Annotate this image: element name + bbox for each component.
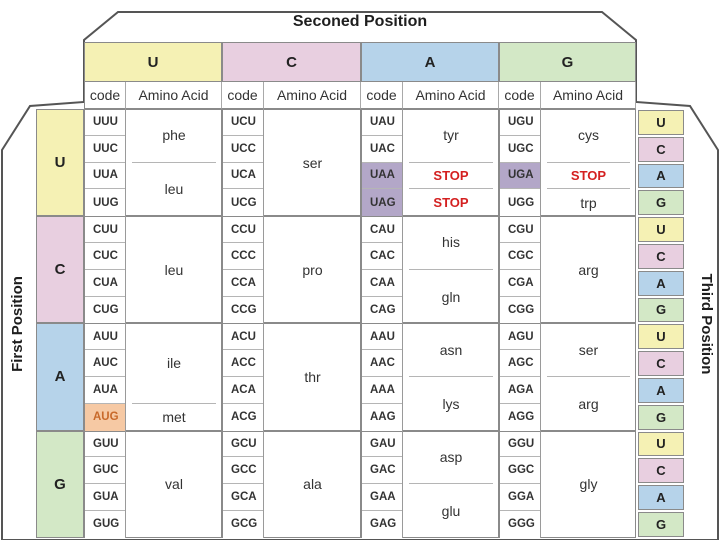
second-position-title: Seconed Position bbox=[292, 13, 428, 30]
codon-cell: AUC bbox=[85, 350, 125, 377]
codon-cell: CGG bbox=[500, 297, 540, 324]
codon-cell: CAC bbox=[362, 243, 402, 270]
codon-cell: UAC bbox=[362, 136, 402, 163]
codon-cell: GAG bbox=[362, 511, 402, 538]
first-position-title: First Position bbox=[9, 276, 26, 372]
third-position-label-c: C bbox=[638, 458, 684, 483]
amino-acid-label: tyr bbox=[409, 109, 493, 163]
third-position-label-u: U bbox=[638, 217, 684, 242]
codon-cell: GAA bbox=[362, 484, 402, 511]
codon-cell: CGU bbox=[500, 217, 540, 243]
code-column-header: code bbox=[361, 82, 403, 109]
codon-cell: GAC bbox=[362, 457, 402, 484]
amino-acid-column-header: Amino Acid bbox=[126, 82, 222, 109]
codon-cell: ACG bbox=[223, 404, 263, 431]
codon-cell: GUA bbox=[85, 484, 125, 511]
third-position-label-a: A bbox=[638, 271, 684, 296]
first-position-label-u: U bbox=[36, 109, 84, 216]
amino-acid-label: gln bbox=[441, 288, 461, 305]
amino-acid-column-header: Amino Acid bbox=[264, 82, 361, 109]
amino-acid-label: ser bbox=[302, 154, 323, 171]
codon-cell: UCU bbox=[223, 110, 263, 136]
amino-acid-label: arg bbox=[578, 395, 599, 412]
codon-cell: AUG bbox=[85, 404, 125, 431]
codon-cell: AGU bbox=[500, 324, 540, 350]
second-position-header-c: C bbox=[222, 42, 361, 82]
third-position-label-a: A bbox=[638, 164, 684, 189]
third-position-title: Third Position bbox=[698, 273, 715, 375]
code-column-header: code bbox=[499, 82, 541, 109]
codon-cell: UAU bbox=[362, 110, 402, 136]
third-position-label-g: G bbox=[638, 405, 684, 430]
codon-cell: AAG bbox=[362, 404, 402, 431]
amino-acid-column-header: Amino Acid bbox=[403, 82, 499, 109]
codon-cell: CAA bbox=[362, 270, 402, 297]
codon-cell: AAA bbox=[362, 377, 402, 404]
amino-acid-label: asp bbox=[409, 431, 493, 485]
codon-cell: CCA bbox=[223, 270, 263, 297]
code-column-header: code bbox=[222, 82, 264, 109]
third-position-label-a: A bbox=[638, 485, 684, 510]
stop-codon-label: STOP bbox=[547, 163, 630, 190]
codon-cell: UCA bbox=[223, 163, 263, 190]
third-position-label-c: C bbox=[638, 351, 684, 376]
codon-cell: UGA bbox=[500, 163, 540, 190]
codon-cell: GUG bbox=[85, 511, 125, 538]
amino-acid-label: his bbox=[409, 216, 493, 270]
codon-cell: GUU bbox=[85, 432, 125, 458]
amino-acid-label: leu bbox=[164, 261, 184, 278]
codon-cell: GGG bbox=[500, 511, 540, 538]
codon-cell: UAG bbox=[362, 189, 402, 216]
codon-cell: UAA bbox=[362, 163, 402, 190]
amino-acid-label: met bbox=[162, 409, 186, 426]
first-position-label-a: A bbox=[36, 323, 84, 430]
amino-acid-label: phe bbox=[132, 109, 216, 163]
codon-cell: AUA bbox=[85, 377, 125, 404]
amino-acid-label: ile bbox=[132, 323, 216, 403]
third-position-label-u: U bbox=[638, 110, 684, 135]
amino-acid-label: ala bbox=[303, 476, 322, 493]
third-position-label-u: U bbox=[638, 432, 684, 457]
amino-acid-column-header: Amino Acid bbox=[541, 82, 636, 109]
codon-cell: CCG bbox=[223, 297, 263, 324]
codon-cell: CUG bbox=[85, 297, 125, 324]
codon-cell: CCC bbox=[223, 243, 263, 270]
codon-cell: GCU bbox=[223, 432, 263, 458]
codon-cell: GUC bbox=[85, 457, 125, 484]
amino-acid-label: thr bbox=[304, 368, 321, 385]
codon-cell: AGG bbox=[500, 404, 540, 431]
first-position-label-g: G bbox=[36, 431, 84, 538]
amino-acid-label: leu bbox=[164, 181, 184, 198]
codon-cell: GAU bbox=[362, 432, 402, 458]
third-position-label-g: G bbox=[638, 298, 684, 323]
codon-cell: GGC bbox=[500, 457, 540, 484]
third-position-label-a: A bbox=[638, 378, 684, 403]
codon-cell: UGC bbox=[500, 136, 540, 163]
third-position-label-g: G bbox=[638, 190, 684, 215]
codon-cell: CGC bbox=[500, 243, 540, 270]
first-position-label-c: C bbox=[36, 216, 84, 323]
codon-cell: GCA bbox=[223, 484, 263, 511]
codon-cell: ACC bbox=[223, 350, 263, 377]
codon-cell: CCU bbox=[223, 217, 263, 243]
third-position-label-u: U bbox=[638, 324, 684, 349]
third-position-label-g: G bbox=[638, 512, 684, 537]
codon-cell: AAU bbox=[362, 324, 402, 350]
codon-cell: CAU bbox=[362, 217, 402, 243]
third-position-label-c: C bbox=[638, 244, 684, 269]
codon-cell: GCG bbox=[223, 511, 263, 538]
stop-codon-label: STOP bbox=[409, 163, 493, 190]
codon-cell: AGA bbox=[500, 377, 540, 404]
codon-cell: ACU bbox=[223, 324, 263, 350]
amino-acid-label: ser bbox=[547, 323, 630, 377]
amino-acid-label: val bbox=[165, 476, 183, 493]
third-position-label-c: C bbox=[638, 137, 684, 162]
second-position-header-g: G bbox=[499, 42, 636, 82]
second-position-header-a: A bbox=[361, 42, 499, 82]
amino-acid-label: arg bbox=[578, 261, 599, 278]
amino-acid-label: pro bbox=[302, 261, 323, 278]
codon-cell: UCG bbox=[223, 189, 263, 216]
codon-cell: UCC bbox=[223, 136, 263, 163]
codon-cell: AAC bbox=[362, 350, 402, 377]
amino-acid-label: cys bbox=[547, 109, 630, 163]
codon-cell: CAG bbox=[362, 297, 402, 324]
codon-cell: UGU bbox=[500, 110, 540, 136]
codon-cell: UUU bbox=[85, 110, 125, 136]
codon-cell: CUC bbox=[85, 243, 125, 270]
code-column-header: code bbox=[84, 82, 126, 109]
stop-codon-label: STOP bbox=[433, 195, 469, 211]
amino-acid-label: gly bbox=[579, 476, 598, 493]
codon-cell: UUG bbox=[85, 189, 125, 216]
amino-acid-label: glu bbox=[441, 502, 461, 519]
codon-cell: GGA bbox=[500, 484, 540, 511]
amino-acid-label: trp bbox=[580, 194, 597, 211]
codon-cell: CUU bbox=[85, 217, 125, 243]
codon-cell: AUU bbox=[85, 324, 125, 350]
codon-cell: CGA bbox=[500, 270, 540, 297]
second-position-header-u: U bbox=[84, 42, 222, 82]
amino-acid-label: asn bbox=[409, 323, 493, 377]
codon-cell: UGG bbox=[500, 189, 540, 216]
codon-cell: ACA bbox=[223, 377, 263, 404]
codon-cell: AGC bbox=[500, 350, 540, 377]
codon-cell: GGU bbox=[500, 432, 540, 458]
codon-cell: CUA bbox=[85, 270, 125, 297]
codon-cell: UUA bbox=[85, 163, 125, 190]
amino-acid-label: lys bbox=[442, 395, 460, 412]
codon-cell: GCC bbox=[223, 457, 263, 484]
codon-cell: UUC bbox=[85, 136, 125, 163]
